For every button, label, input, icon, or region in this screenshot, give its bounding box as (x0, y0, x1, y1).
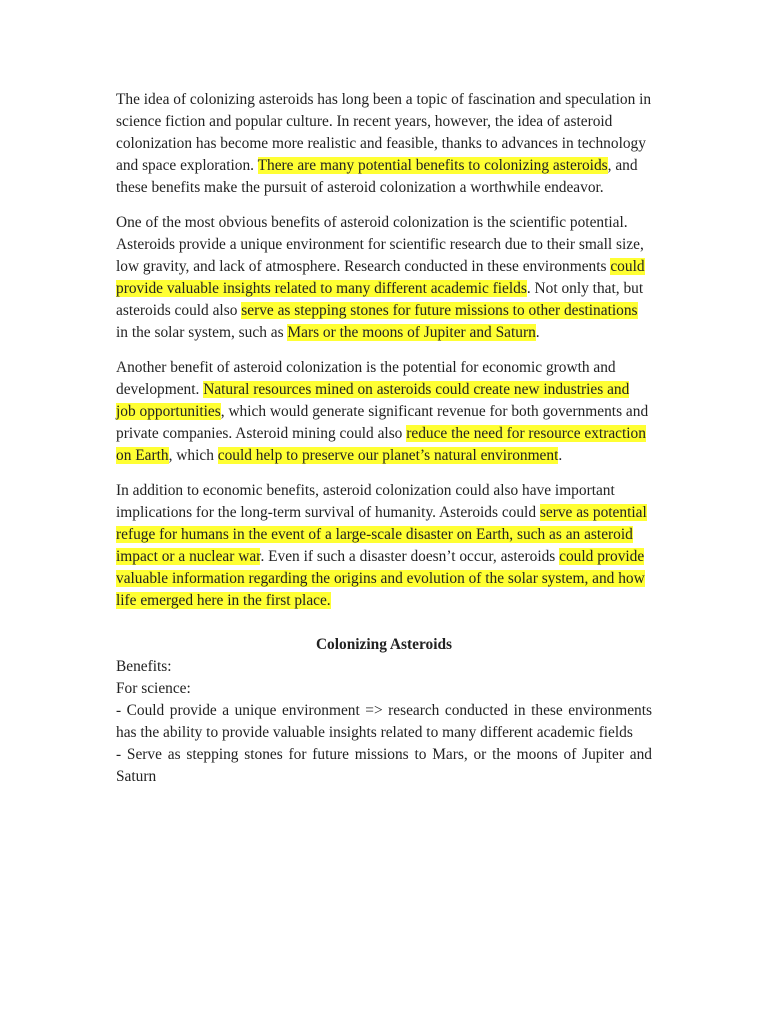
text-segment: , which would generate significant revenue for both governments and private companies. Asteroid mining could also (116, 403, 649, 442)
highlighted-text: There are many potential benefits to colonizing asteroids (257, 157, 608, 174)
highlighted-text: reduce the need for resource extraction on Earth (116, 425, 646, 464)
essay-paragraph (116, 212, 652, 344)
text-segment: In addition to economic benefits, asteroid colonization could also have important implications for the long-term survival of humanity. Asteroids could (116, 482, 615, 521)
outline-bullet: - Serve as stepping stones for future missions to Mars, or the moons of Jupiter and Saturn (116, 746, 652, 785)
highlighted-text: Mars or the moons of Jupiter and Saturn (287, 324, 536, 341)
outline-science-label: For science: (116, 680, 191, 697)
highlighted-text: Natural resources mined on asteroids could create new industries and job opportunities (116, 381, 630, 420)
text-segment: in the solar system, such as (116, 324, 288, 341)
highlighted-text: could help to preserve our planet’s natural environment (217, 447, 559, 464)
highlighted-text: serve as potential refuge for humans in the event of a large-scale disaster on Earth, such as an asteroid impact or a nuclear war (116, 504, 647, 565)
outline-benefits-label: Benefits: (116, 658, 172, 675)
highlighted-text: could provide valuable insights related to many different academic fields (116, 258, 645, 297)
text-segment: The idea of colonizing asteroids has long been a topic of fascination and speculation in science fiction and popular culture. In recent years, however, the idea of asteroid colonization has become more realistic and feasible, thanks to advances in technology and space exploration. (116, 91, 652, 174)
outline-bullet: - Could provide a unique environment => research conducted in these environments has the ability to provide valuable insights related to many different academic fields (116, 702, 652, 741)
text-segment: One of the most obvious benefits of asteroid colonization is the scientific potential. Asteroids provide a unique environment for scientific research due to their small size, low gravity, and lack of atmosphere. Research conducted in these environments (116, 214, 644, 275)
text-segment: . (558, 447, 563, 464)
essay-paragraph (116, 89, 652, 199)
text-segment: Another benefit of asteroid colonization is the potential for economic growth and development. (116, 359, 616, 398)
outline-title: Colonizing Asteroids (315, 636, 453, 653)
highlighted-text: could provide valuable information regarding the origins and evolution of the solar system, and how life emerged here in the first place. (116, 548, 645, 609)
text-segment: . Not only that, but asteroids could also (116, 280, 644, 319)
text-segment: , and these benefits make the pursuit of asteroid colonization a worthwhile endeavor. (116, 157, 638, 196)
document-page (116, 89, 652, 788)
text-segment: . Even if such a disaster doesn’t occur, asteroids (260, 548, 560, 565)
text-segment: , which (168, 447, 218, 464)
highlighted-text: serve as stepping stones for future missions to other destinations (241, 302, 638, 319)
text-segment: . (535, 324, 540, 341)
outline-section (116, 634, 652, 788)
essay-paragraph (116, 357, 652, 467)
essay-paragraph (116, 480, 652, 612)
essay-body (116, 89, 652, 612)
